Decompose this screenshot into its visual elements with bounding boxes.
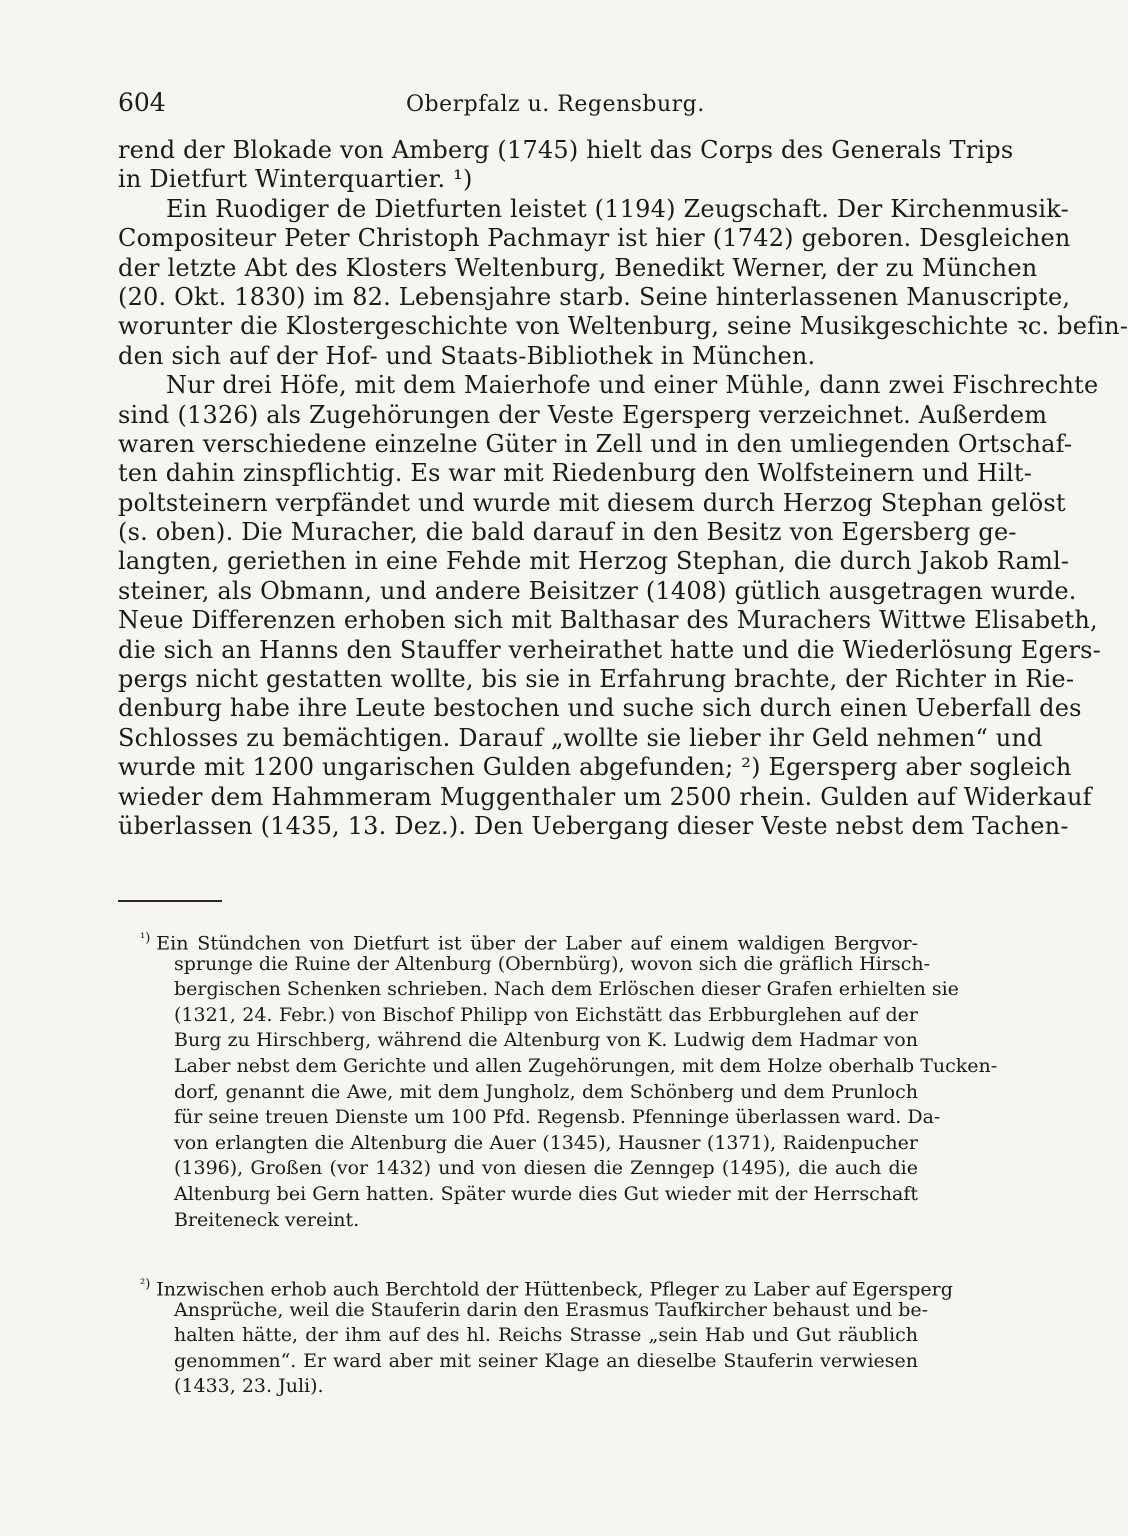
footnote-line: genommen“. Er ward aber mit seiner Klage an dieselbe Stauferin verwiesen (174, 1349, 918, 1372)
footnote-line: (1433, 23. Juli). (174, 1375, 324, 1398)
text-line: wurde mit 1200 ungarischen Gulden abgefunden; ²) Egersperg aber sogleich (118, 753, 1072, 782)
footnote-line: dorf, genannt die Awe, mit dem Jungholz, dem Schönberg und dem Prunloch (174, 1080, 918, 1103)
page-number: 604 (118, 88, 166, 117)
footnote-line: (1396), Großen (vor 1432) und von diesen die Zenngер (1495), die auch die (174, 1157, 918, 1180)
text-line: ten dahin zinspflichtig. Es war mit Riedenburg den Wolfsteinern und Hilt- (118, 459, 1033, 488)
text-line: der letzte Abt des Klosters Weltenburg, Benedikt Werner, der zu München (118, 253, 1038, 282)
text-line: waren verschiedene einzelne Güter in Zell und in den umliegenden Ortschaf- (118, 429, 1073, 458)
footnote-marker: ²) (140, 1277, 151, 1292)
footnote-2 (140, 1272, 953, 1400)
footnote-text: Ein Stündchen von Dietfurt ist über der Laber auf einem waldigen Bergvor- (156, 932, 918, 955)
footnote-marker: ¹) (140, 931, 151, 946)
text-line: rend der Blokade von Amberg (1745) hielt das Corps des Generals Trips (118, 136, 1014, 164)
footnote-divider (118, 900, 222, 902)
text-line: überlassen (1435, 13. Dez.). Den Uebergang dieser Veste nebst dem Tachen- (118, 811, 1069, 840)
footnote-1 (140, 926, 998, 1233)
text-line: (20. Okt. 1830) im 82. Lebensjahre starb. Seine hinterlassenen Manuscripte, (118, 282, 1071, 311)
text-line: Schlosses zu bemächtigen. Darauf „wollte sie lieber ihr Geld nehmen“ und (118, 723, 1043, 752)
text-line: denburg habe ihre Leute bestochen und suche sich durch einen Ueberfall des (118, 694, 1082, 723)
footnote-line: für seine treuen Dienste um 100 Pfd. Regensb. Pfenninge überlassen ward. Da- (174, 1106, 941, 1129)
text-line: worunter die Klostergeschichte von Weltenburg, seine Musikgeschichte ꝛc. befin- (118, 312, 1128, 341)
text-line: wieder dem Hahmmeram Muggenthaler um 2500 rhein. Gulden auf Widerkauf (118, 782, 1092, 811)
footnote-line: Burg zu Hirschberg, während die Altenburg von K. Ludwig dem Hadmar von (174, 1029, 918, 1052)
footnote-line (140, 926, 918, 955)
running-head: Oberpfalz u. Regensburg. (406, 92, 705, 117)
text-line: langten, geriethen in eine Fehde mit Herzog Stephan, die durch Jakob Raml- (118, 547, 1070, 576)
text-line: (s. oben). Die Muracher, die bald darauf in den Besitz von Egersberg ge- (118, 518, 1017, 547)
main-text (118, 136, 1128, 841)
text-line: den sich auf der Hof- und Staats-Bibliothek in München. (118, 341, 816, 370)
text-line: Ein Ruodiger de Dietfurten leistet (1194) Zeugschaft. Der Kirchenmusik- (166, 194, 1069, 223)
text-line: steiner, als Obmann, und andere Beisitzer (1408) gütlich ausgetragen wurde. (118, 576, 1077, 605)
text-line: Neue Differenzen erhoben sich mit Balthasar des Murachers Wittwe Elisabeth, (118, 606, 1098, 635)
text-line: in Dietfurt Winterquartier. ¹) (118, 165, 473, 194)
text-line: Compositeur Peter Christoph Pachmayr ist hier (1742) geboren. Desgleichen (118, 224, 1071, 253)
footnote-line (140, 1272, 953, 1301)
text-line: sind (1326) als Zugehörungen der Veste Egersperg verzeichnet. Außerdem (118, 400, 1048, 429)
page-header (118, 88, 918, 122)
footnote-line: Ansprüche, weil die Stauferin darin den Erasmus Taufkircher behaust und be- (174, 1298, 929, 1321)
footnote-line: von erlangten die Altenburg die Auer (1345), Hausner (1371), Raidenpucher (174, 1131, 918, 1154)
text-line: poltsteinern verpfändet und wurde mit diesem durch Herzog Stephan gelöst (118, 488, 1066, 517)
footnote-text: Inzwischen erhob auch Berchtold der Hüttenbeck, Pfleger zu Laber auf Egersperg (156, 1278, 953, 1301)
footnote-line: sprunge die Ruine der Altenburg (Obernbürg), wovon sich die gräflich Hirsch- (174, 952, 930, 975)
footnote-line: Laber nebst dem Gerichte und allen Zugehörungen, mit dem Holze oberhalb Tucken- (174, 1054, 998, 1077)
footnote-line: Altenburg bei Gern hatten. Später wurde dies Gut wieder mit der Herrschaft (174, 1182, 918, 1205)
footnote-line: Breiteneck vereint. (174, 1208, 360, 1231)
footnote-line: (1321, 24. Febr.) von Bischof Philipp von Eichstätt das Erbburglehen auf der (174, 1003, 918, 1026)
text-line: Nur drei Höfe, mit dem Maierhofe und einer Mühle, dann zwei Fischrechte (166, 371, 1099, 400)
footnote-line: bergischen Schenken schrieben. Nach dem Erlöschen dieser Grafen erhielten sie (174, 978, 959, 1001)
text-line: pergs nicht gestatten wollte, bis sie in Erfahrung brachte, der Richter in Rie- (118, 665, 1075, 694)
footnote-line: halten hätte, der ihm auf des hl. Reichs Strasse „sein Hab und Gut räublich (174, 1324, 918, 1347)
text-line: die sich an Hanns den Stauffer verheirathet hatte und die Wiederlösung Egers- (118, 635, 1101, 664)
